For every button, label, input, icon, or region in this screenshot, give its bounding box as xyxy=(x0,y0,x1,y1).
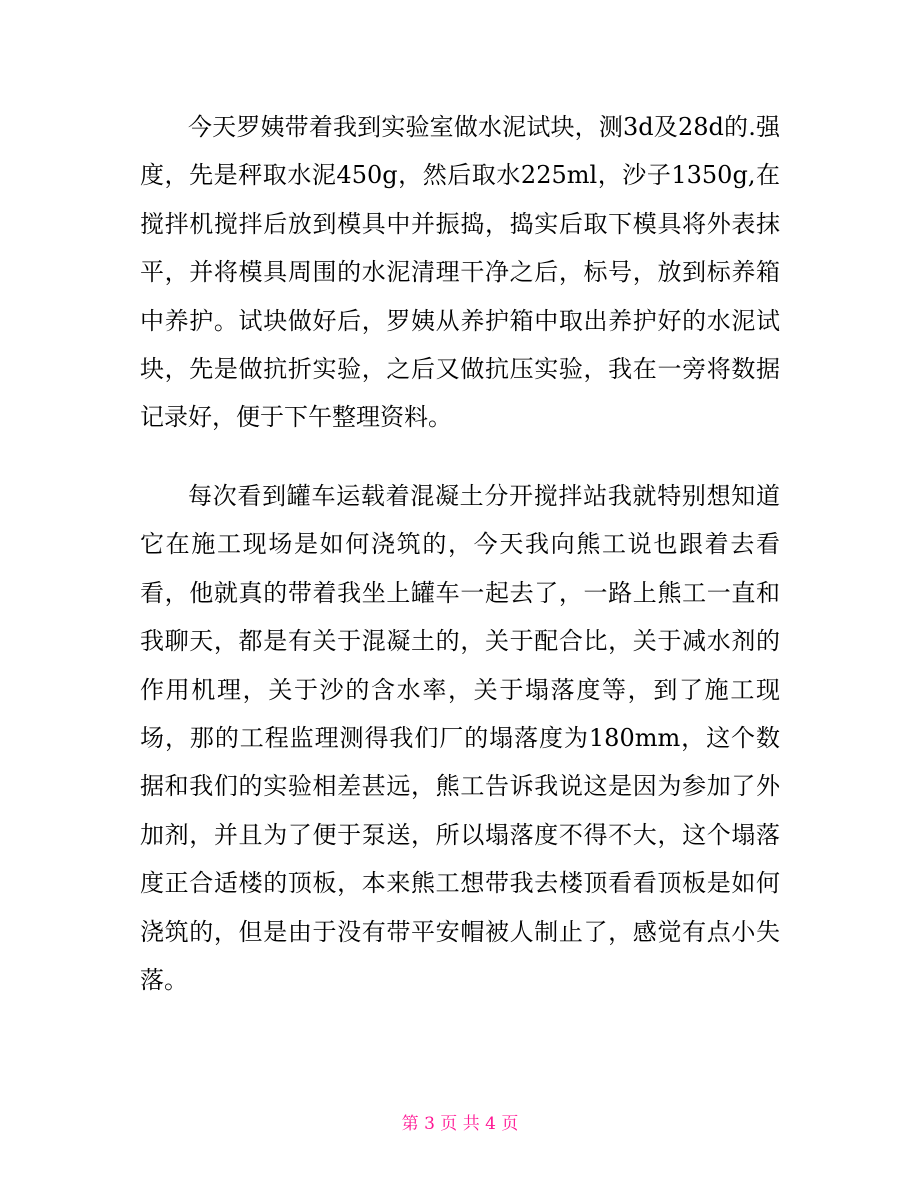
page-footer: 第 3 页 共 4 页 xyxy=(401,1114,519,1134)
paragraph-site-visit: 每次看到罐车运载着混凝土分开搅拌站我就特别想知道它在施工现场是如何浇筑的，今天我向熊工说也跟着去看看，他就真的带着我坐上罐车一起去了，一路上熊工一直和我聊天，都是有关于混凝土的，关于配合比，关于减水剂的作用机理，关于沙的含水率，关于塌落度等，到了施工现场，那的工程监理测得我们厂的塌落度为180mm，这个数据和我们的实验相差甚远，熊工告诉我说这是因为参加了外加剂，并且为了便于泵送，所以塌落度不得不大，这个塌落度正合适楼的顶板，本来熊工想带我去楼顶看看顶板是如何浇筑的，但是由于没有带平安帽被人制止了，感觉有点小失落。 xyxy=(140,482,780,995)
paragraph-cement-test: 今天罗姨带着我到实验室做水泥试块，测3d及28d的.强度，先是秤取水泥450g，然后取水225ml，沙子1350g,在搅拌机搅拌后放到模具中并振捣，捣实后取下模具将外表抹平，并将模具周围的水泥清理干净之后，标号，放到标养箱中养护。试块做好后，罗姨从养护箱中取出养护好的水泥试块，先是做抗折实验，之后又做抗压实验，我在一旁将数据记录好，便于下午整理资料。 xyxy=(140,113,780,432)
